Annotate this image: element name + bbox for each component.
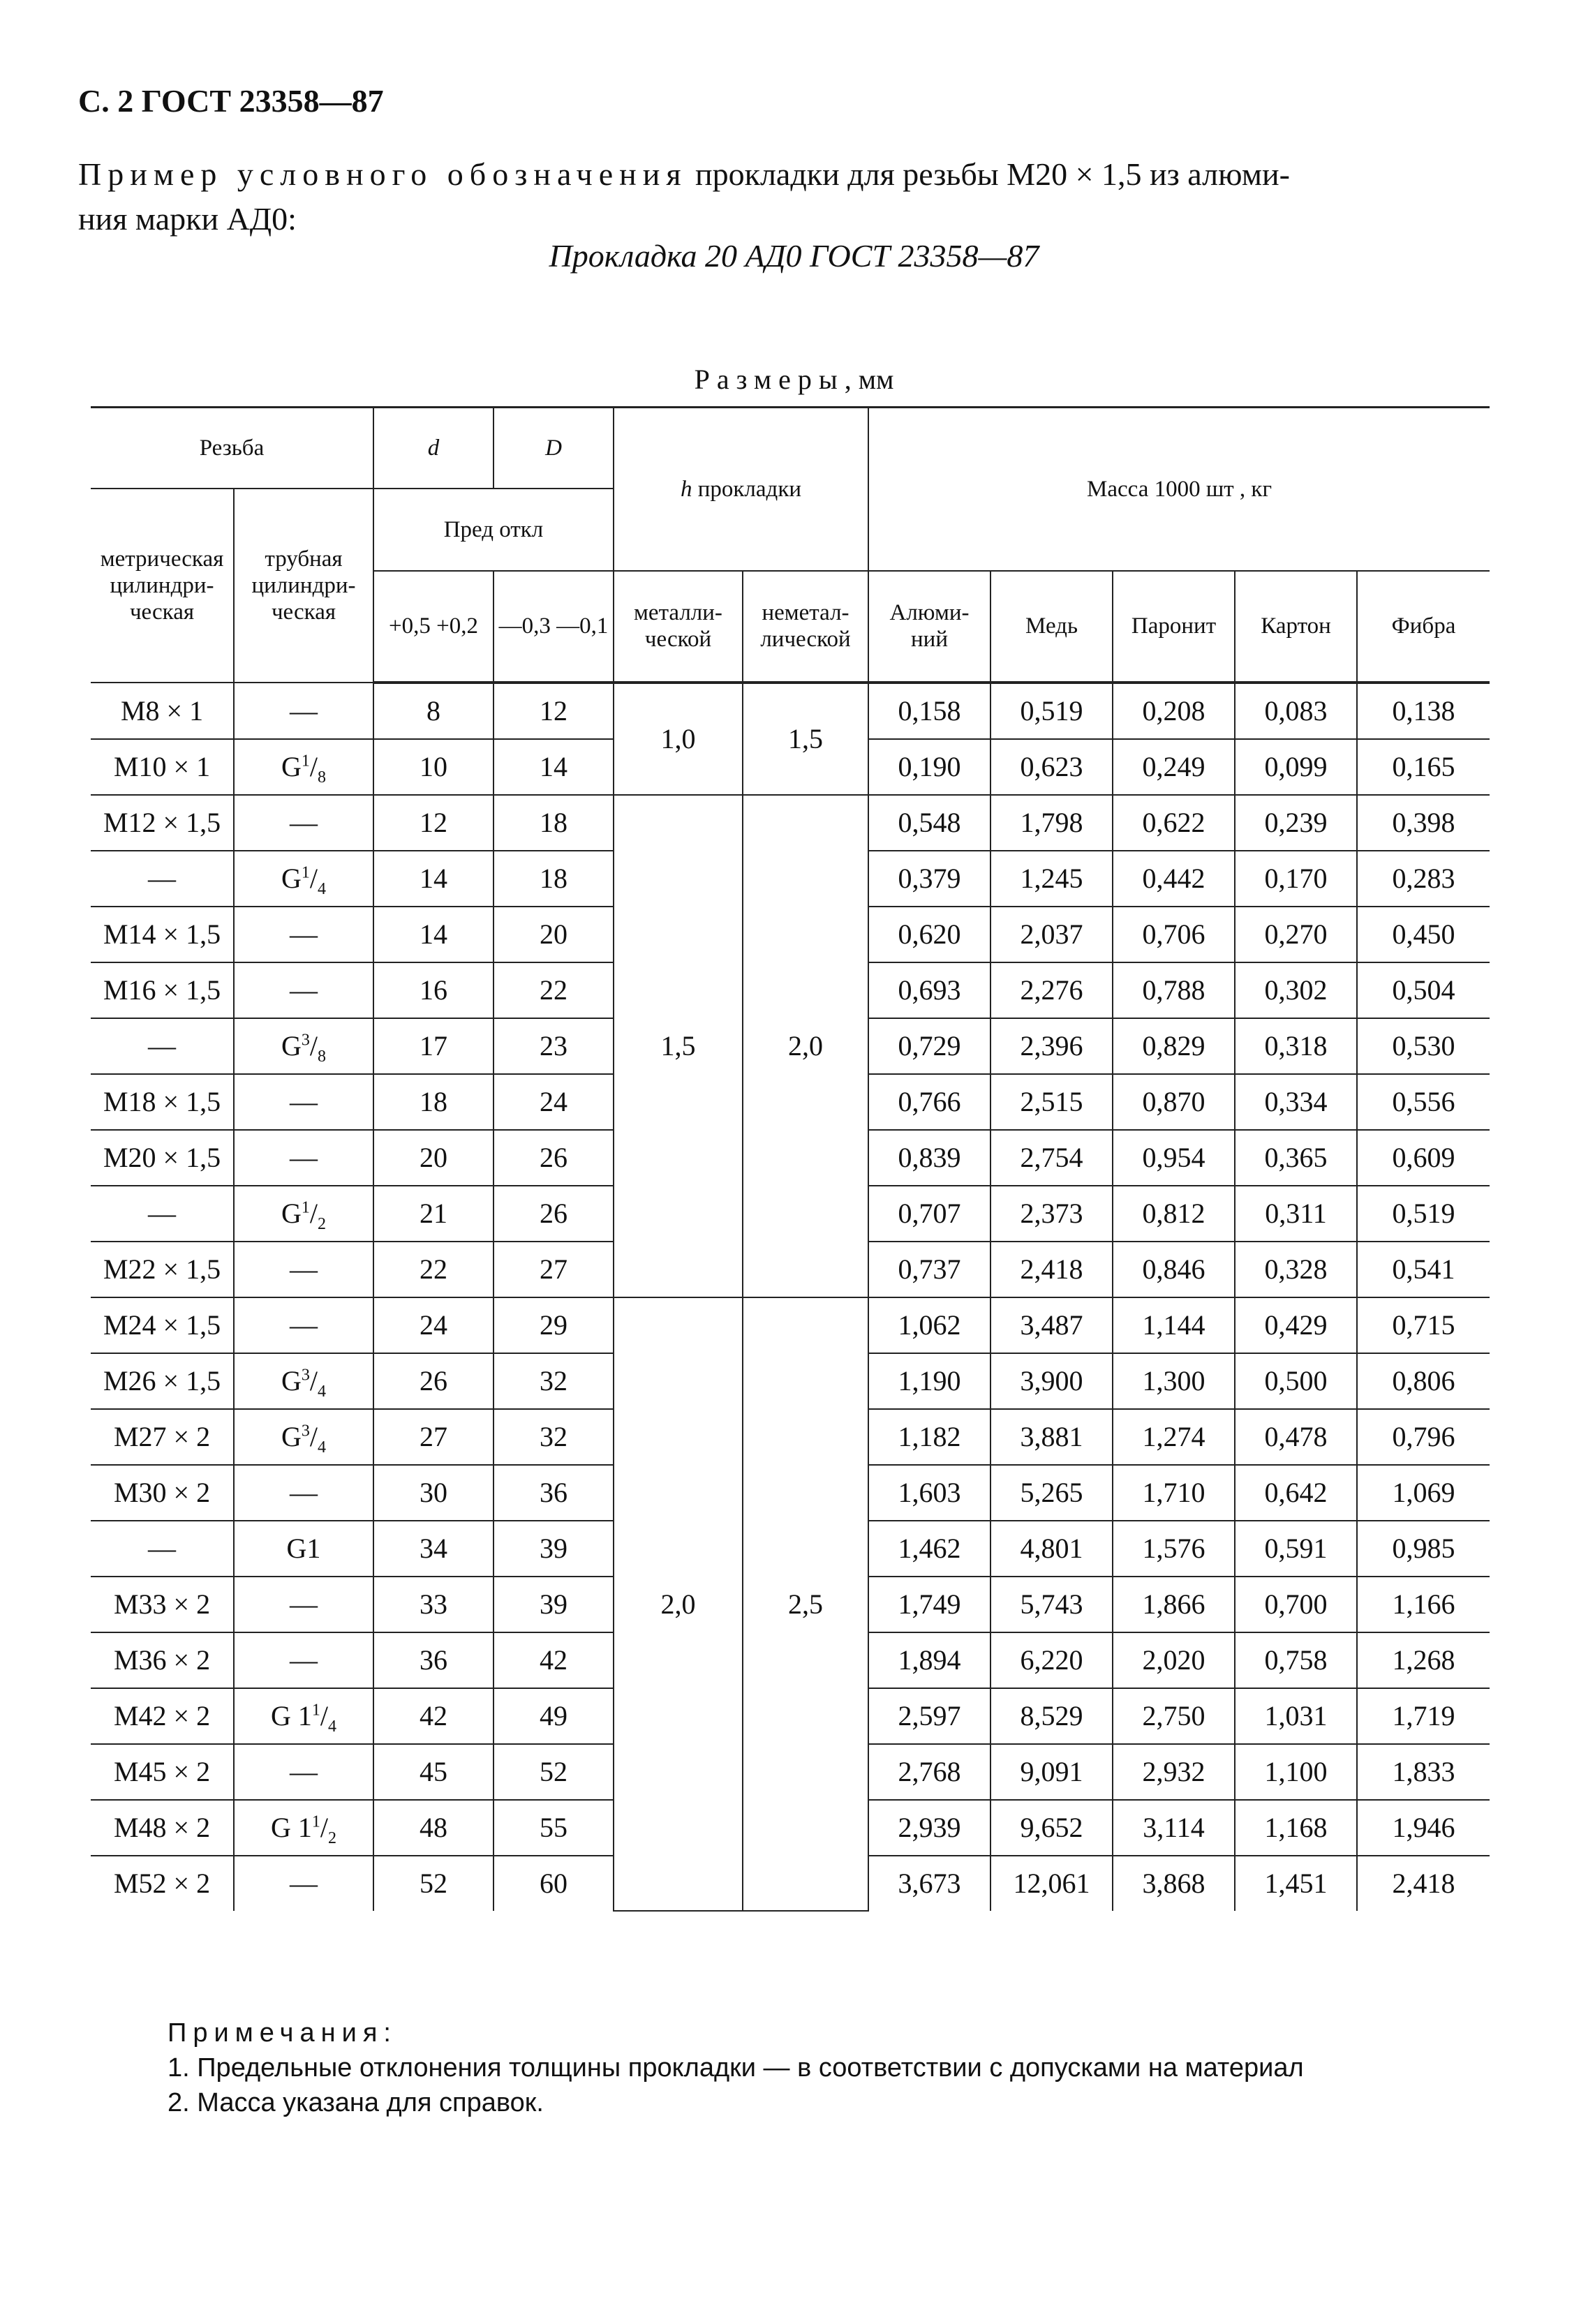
header-tol-D: —0,3 —0,1 xyxy=(494,571,614,683)
intro-text-line2: ния марки АД0: xyxy=(78,201,297,237)
cell-D: 26 xyxy=(494,1130,614,1186)
pipe-thread-denominator: 4 xyxy=(318,1383,326,1401)
page-header: С. 2 ГОСТ 23358—87 xyxy=(78,83,384,119)
cell-mass-cardboard: 0,365 xyxy=(1235,1130,1357,1186)
cell-mass-paronite: 3,868 xyxy=(1113,1856,1235,1911)
cell-D: 36 xyxy=(494,1465,614,1521)
cell-mass-paronite: 1,710 xyxy=(1113,1465,1235,1521)
cell-pipe-thread xyxy=(234,739,373,795)
notes-colon: : xyxy=(383,2018,391,2048)
cell-d: 52 xyxy=(373,1856,494,1911)
cell-mass-fibre: 0,541 xyxy=(1357,1242,1490,1297)
fraction-slash: / xyxy=(309,1365,318,1396)
pipe-thread-numerator: 1 xyxy=(311,1812,320,1831)
cell-metric-thread: M26 × 1,5 xyxy=(91,1353,234,1409)
fraction-slash: / xyxy=(309,1030,318,1062)
fraction-slash: / xyxy=(309,1198,318,1229)
cell-metric-thread: — xyxy=(91,1521,234,1577)
cell-h-nonmetal: 2,0 xyxy=(743,795,868,1297)
cell-mass-copper: 9,652 xyxy=(990,1800,1113,1856)
cell-pipe-thread: — xyxy=(234,907,373,962)
cell-mass-copper: 2,373 xyxy=(990,1186,1113,1242)
cell-mass-aluminium: 0,379 xyxy=(868,851,990,907)
cell-h-metal: 1,5 xyxy=(614,795,743,1297)
cell-pipe-thread xyxy=(234,1353,373,1409)
pipe-thread-denominator: 4 xyxy=(318,880,326,898)
cell-mass-cardboard: 0,429 xyxy=(1235,1297,1357,1353)
cell-mass-copper: 8,529 xyxy=(990,1688,1113,1744)
cell-mass-aluminium: 1,182 xyxy=(868,1409,990,1465)
cell-mass-copper: 1,798 xyxy=(990,795,1113,851)
cell-mass-paronite: 0,208 xyxy=(1113,683,1235,739)
header-cardboard: Картон xyxy=(1235,571,1357,683)
cell-mass-paronite: 1,576 xyxy=(1113,1521,1235,1577)
cell-pipe-thread: — xyxy=(234,1465,373,1521)
cell-mass-cardboard: 0,239 xyxy=(1235,795,1357,851)
cell-pipe-thread: — xyxy=(234,1577,373,1632)
header-h xyxy=(614,408,868,571)
cell-d: 17 xyxy=(373,1018,494,1074)
header-d: d xyxy=(373,408,494,489)
cell-mass-copper: 3,881 xyxy=(990,1409,1113,1465)
cell-mass-fibre: 1,833 xyxy=(1357,1744,1490,1800)
cell-mass-aluminium: 0,729 xyxy=(868,1018,990,1074)
fraction-slash: / xyxy=(320,1812,328,1843)
cell-d: 42 xyxy=(373,1688,494,1744)
cell-mass-aluminium: 1,190 xyxy=(868,1353,990,1409)
pipe-thread-base: G xyxy=(281,1365,302,1396)
cell-mass-fibre: 0,556 xyxy=(1357,1074,1490,1130)
cell-metric-thread: M48 × 2 xyxy=(91,1800,234,1856)
pipe-thread-numerator: 1 xyxy=(301,1198,310,1217)
header-h-suffix: прокладки xyxy=(692,476,802,502)
pipe-thread-denominator: 2 xyxy=(318,1215,326,1233)
cell-mass-paronite: 0,622 xyxy=(1113,795,1235,851)
cell-pipe-thread xyxy=(234,1688,373,1744)
cell-mass-aluminium: 0,158 xyxy=(868,683,990,739)
cell-mass-cardboard: 0,700 xyxy=(1235,1577,1357,1632)
gasket-dimensions-table xyxy=(91,406,1490,1912)
notes-title: Примечания xyxy=(168,2018,384,2048)
cell-mass-copper: 0,623 xyxy=(990,739,1113,795)
cell-mass-fibre: 0,138 xyxy=(1357,683,1490,739)
table-row xyxy=(91,1297,1490,1353)
example-designation: Прокладка 20 АД0 ГОСТ 23358—87 xyxy=(549,238,1039,274)
cell-mass-paronite: 1,300 xyxy=(1113,1353,1235,1409)
cell-D: 29 xyxy=(494,1297,614,1353)
cell-mass-copper: 2,754 xyxy=(990,1130,1113,1186)
header-thread: Резьба xyxy=(91,408,373,489)
cell-pipe-thread xyxy=(234,1018,373,1074)
cell-mass-copper: 5,265 xyxy=(990,1465,1113,1521)
cell-D: 18 xyxy=(494,795,614,851)
cell-mass-aluminium: 0,707 xyxy=(868,1186,990,1242)
cell-mass-copper: 6,220 xyxy=(990,1632,1113,1688)
pipe-thread-base: G xyxy=(281,1030,302,1062)
header-tolerance: Пред откл xyxy=(373,489,614,571)
pipe-thread-base: G 1 xyxy=(270,1700,312,1731)
cell-d: 48 xyxy=(373,1800,494,1856)
cell-mass-aluminium: 0,766 xyxy=(868,1074,990,1130)
pipe-thread-numerator: 3 xyxy=(301,1031,310,1050)
cell-pipe-thread xyxy=(234,1800,373,1856)
cell-D: 52 xyxy=(494,1744,614,1800)
cell-mass-copper: 4,801 xyxy=(990,1521,1113,1577)
note-item: 1. Предельные отклонения толщины прокладки — в соответствии с допусками на материал xyxy=(168,2053,1304,2083)
cell-d: 36 xyxy=(373,1632,494,1688)
cell-metric-thread: — xyxy=(91,851,234,907)
cell-metric-thread: M52 × 2 xyxy=(91,1856,234,1911)
cell-pipe-thread xyxy=(234,851,373,907)
table-row xyxy=(91,795,1490,851)
cell-mass-aluminium: 0,693 xyxy=(868,962,990,1018)
cell-d: 27 xyxy=(373,1409,494,1465)
cell-mass-copper: 9,091 xyxy=(990,1744,1113,1800)
cell-mass-cardboard: 0,099 xyxy=(1235,739,1357,795)
cell-mass-cardboard: 1,451 xyxy=(1235,1856,1357,1911)
cell-mass-aluminium: 0,548 xyxy=(868,795,990,851)
cell-mass-copper: 2,515 xyxy=(990,1074,1113,1130)
cell-mass-aluminium: 3,673 xyxy=(868,1856,990,1911)
cell-d: 10 xyxy=(373,739,494,795)
header-tol-d: +0,5 +0,2 xyxy=(373,571,494,683)
dimensions-caption-label: Размеры xyxy=(694,364,845,395)
pipe-thread-denominator: 4 xyxy=(318,1438,326,1457)
cell-D: 27 xyxy=(494,1242,614,1297)
header-pipe: трубная цилиндри-ческая xyxy=(234,489,373,683)
cell-mass-cardboard: 0,318 xyxy=(1235,1018,1357,1074)
cell-metric-thread: M22 × 1,5 xyxy=(91,1242,234,1297)
cell-h-nonmetal: 2,5 xyxy=(743,1297,868,1911)
cell-mass-aluminium: 1,749 xyxy=(868,1577,990,1632)
cell-mass-paronite: 1,144 xyxy=(1113,1297,1235,1353)
cell-d: 45 xyxy=(373,1744,494,1800)
cell-d: 30 xyxy=(373,1465,494,1521)
cell-mass-fibre: 1,268 xyxy=(1357,1632,1490,1688)
cell-mass-aluminium: 1,894 xyxy=(868,1632,990,1688)
cell-mass-fibre: 1,719 xyxy=(1357,1688,1490,1744)
pipe-thread-base: G xyxy=(281,863,302,894)
cell-pipe-thread: — xyxy=(234,1074,373,1130)
cell-mass-copper: 2,037 xyxy=(990,907,1113,962)
cell-metric-thread: M42 × 2 xyxy=(91,1688,234,1744)
cell-D: 55 xyxy=(494,1800,614,1856)
cell-mass-fibre: 0,398 xyxy=(1357,795,1490,851)
pipe-thread-base: G 1 xyxy=(270,1812,312,1843)
pipe-thread-denominator: 8 xyxy=(318,1048,326,1066)
cell-pipe-thread: — xyxy=(234,1856,373,1911)
cell-pipe-thread xyxy=(234,1409,373,1465)
pipe-thread-base: G xyxy=(281,1421,302,1452)
cell-metric-thread: — xyxy=(91,1018,234,1074)
cell-mass-cardboard: 0,270 xyxy=(1235,907,1357,962)
cell-mass-paronite: 0,812 xyxy=(1113,1186,1235,1242)
cell-mass-fibre: 0,165 xyxy=(1357,739,1490,795)
notes-heading xyxy=(168,2016,1304,2050)
cell-h-metal: 1,0 xyxy=(614,683,743,795)
cell-mass-paronite: 0,788 xyxy=(1113,962,1235,1018)
cell-mass-cardboard: 0,591 xyxy=(1235,1521,1357,1577)
fraction-slash: / xyxy=(320,1700,328,1731)
header-metal: металли-ческой xyxy=(614,571,743,683)
cell-mass-cardboard: 0,311 xyxy=(1235,1186,1357,1242)
cell-metric-thread: M33 × 2 xyxy=(91,1577,234,1632)
cell-mass-fibre: 0,530 xyxy=(1357,1018,1490,1074)
cell-d: 14 xyxy=(373,907,494,962)
intro-spaced-lead: Пример условного обозначения xyxy=(78,156,688,192)
cell-D: 23 xyxy=(494,1018,614,1074)
cell-metric-thread: M8 × 1 xyxy=(91,683,234,739)
header-paronite: Паронит xyxy=(1113,571,1235,683)
cell-mass-copper: 2,418 xyxy=(990,1242,1113,1297)
cell-mass-copper: 1,245 xyxy=(990,851,1113,907)
cell-metric-thread: M20 × 1,5 xyxy=(91,1130,234,1186)
pipe-thread-base: G xyxy=(281,1198,302,1229)
pipe-thread-numerator: 1 xyxy=(301,863,310,882)
pipe-thread-denominator: 4 xyxy=(328,1718,336,1736)
cell-pipe-thread: — xyxy=(234,1744,373,1800)
cell-mass-fibre: 0,504 xyxy=(1357,962,1490,1018)
cell-metric-thread: M24 × 1,5 xyxy=(91,1297,234,1353)
cell-mass-paronite: 0,442 xyxy=(1113,851,1235,907)
cell-D: 39 xyxy=(494,1521,614,1577)
cell-mass-aluminium: 0,620 xyxy=(868,907,990,962)
cell-mass-paronite: 1,866 xyxy=(1113,1577,1235,1632)
cell-D: 39 xyxy=(494,1577,614,1632)
cell-mass-paronite: 2,020 xyxy=(1113,1632,1235,1688)
header-D: D xyxy=(494,408,614,489)
header-mass: Масса 1000 шт , кг xyxy=(868,408,1490,571)
cell-mass-paronite: 3,114 xyxy=(1113,1800,1235,1856)
cell-D: 12 xyxy=(494,683,614,739)
table-body xyxy=(91,683,1490,1911)
cell-d: 16 xyxy=(373,962,494,1018)
cell-d: 33 xyxy=(373,1577,494,1632)
cell-D: 22 xyxy=(494,962,614,1018)
cell-mass-cardboard: 0,328 xyxy=(1235,1242,1357,1297)
cell-D: 42 xyxy=(494,1632,614,1688)
cell-D: 24 xyxy=(494,1074,614,1130)
cell-mass-fibre: 1,069 xyxy=(1357,1465,1490,1521)
cell-metric-thread: M45 × 2 xyxy=(91,1744,234,1800)
intro-text-line1: прокладки для резьбы M20 × 1,5 из алюми- xyxy=(687,156,1290,192)
cell-mass-aluminium: 2,939 xyxy=(868,1800,990,1856)
cell-mass-copper: 0,519 xyxy=(990,683,1113,739)
cell-pipe-thread: — xyxy=(234,795,373,851)
cell-mass-cardboard: 0,500 xyxy=(1235,1353,1357,1409)
cell-mass-cardboard: 0,334 xyxy=(1235,1074,1357,1130)
cell-mass-paronite: 0,706 xyxy=(1113,907,1235,962)
cell-mass-copper: 2,396 xyxy=(990,1018,1113,1074)
pipe-thread-denominator: 2 xyxy=(328,1829,336,1847)
cell-D: 18 xyxy=(494,851,614,907)
cell-mass-paronite: 0,870 xyxy=(1113,1074,1235,1130)
cell-mass-cardboard: 1,100 xyxy=(1235,1744,1357,1800)
dimensions-caption xyxy=(0,363,1588,396)
cell-mass-fibre: 1,946 xyxy=(1357,1800,1490,1856)
header-metric: метрическая цилиндри-ческая xyxy=(91,489,234,683)
cell-metric-thread: M30 × 2 xyxy=(91,1465,234,1521)
dimensions-caption-unit: , мм xyxy=(844,364,894,395)
cell-metric-thread: M18 × 1,5 xyxy=(91,1074,234,1130)
cell-mass-fibre: 0,796 xyxy=(1357,1409,1490,1465)
cell-D: 20 xyxy=(494,907,614,962)
cell-pipe-thread xyxy=(234,1186,373,1242)
pipe-thread-numerator: 1 xyxy=(301,752,310,770)
header-copper: Медь xyxy=(990,571,1113,683)
cell-d: 14 xyxy=(373,851,494,907)
cell-d: 22 xyxy=(373,1242,494,1297)
cell-d: 34 xyxy=(373,1521,494,1577)
cell-mass-cardboard: 0,302 xyxy=(1235,962,1357,1018)
cell-d: 26 xyxy=(373,1353,494,1409)
cell-mass-fibre: 0,985 xyxy=(1357,1521,1490,1577)
cell-mass-fibre: 0,450 xyxy=(1357,907,1490,962)
header-aluminium: Алюми-ний xyxy=(868,571,990,683)
cell-mass-aluminium: 0,737 xyxy=(868,1242,990,1297)
cell-mass-copper: 3,900 xyxy=(990,1353,1113,1409)
cell-mass-cardboard: 1,031 xyxy=(1235,1688,1357,1744)
cell-mass-paronite: 2,932 xyxy=(1113,1744,1235,1800)
cell-d: 21 xyxy=(373,1186,494,1242)
cell-D: 49 xyxy=(494,1688,614,1744)
cell-pipe-thread: — xyxy=(234,1242,373,1297)
cell-mass-aluminium: 1,603 xyxy=(868,1465,990,1521)
pipe-thread-base: G xyxy=(281,751,302,782)
cell-d: 18 xyxy=(373,1074,494,1130)
cell-mass-cardboard: 0,478 xyxy=(1235,1409,1357,1465)
fraction-slash: / xyxy=(309,751,318,782)
fraction-slash: / xyxy=(309,1421,318,1452)
cell-mass-paronite: 0,829 xyxy=(1113,1018,1235,1074)
cell-mass-copper: 12,061 xyxy=(990,1856,1113,1911)
cell-mass-aluminium: 1,462 xyxy=(868,1521,990,1577)
cell-metric-thread: M14 × 1,5 xyxy=(91,907,234,962)
cell-h-metal: 2,0 xyxy=(614,1297,743,1911)
pipe-thread-numerator: 3 xyxy=(301,1366,310,1385)
cell-pipe-thread: — xyxy=(234,1632,373,1688)
pipe-thread-numerator: 1 xyxy=(311,1701,320,1720)
pipe-thread-numerator: 3 xyxy=(301,1422,310,1440)
cell-mass-paronite: 1,274 xyxy=(1113,1409,1235,1465)
header-h-symbol: h xyxy=(680,476,692,502)
cell-mass-paronite: 0,846 xyxy=(1113,1242,1235,1297)
cell-d: 24 xyxy=(373,1297,494,1353)
cell-mass-cardboard: 1,168 xyxy=(1235,1800,1357,1856)
cell-mass-cardboard: 0,170 xyxy=(1235,851,1357,907)
cell-mass-cardboard: 0,642 xyxy=(1235,1465,1357,1521)
cell-mass-copper: 3,487 xyxy=(990,1297,1113,1353)
cell-mass-paronite: 0,249 xyxy=(1113,739,1235,795)
cell-pipe-thread: — xyxy=(234,683,373,739)
cell-mass-cardboard: 0,083 xyxy=(1235,683,1357,739)
intro-paragraph xyxy=(78,152,1488,241)
cell-mass-fibre: 1,166 xyxy=(1357,1577,1490,1632)
notes-section xyxy=(168,2016,1304,2120)
cell-metric-thread: — xyxy=(91,1186,234,1242)
cell-D: 14 xyxy=(494,739,614,795)
cell-D: 60 xyxy=(494,1856,614,1911)
cell-pipe-thread: — xyxy=(234,1297,373,1353)
table-row xyxy=(91,683,1490,739)
cell-metric-thread: M16 × 1,5 xyxy=(91,962,234,1018)
cell-mass-aluminium: 2,768 xyxy=(868,1744,990,1800)
cell-D: 26 xyxy=(494,1186,614,1242)
cell-mass-aluminium: 1,062 xyxy=(868,1297,990,1353)
cell-h-nonmetal: 1,5 xyxy=(743,683,868,795)
header-nonmetal: неметал-лической xyxy=(743,571,868,683)
cell-mass-aluminium: 0,190 xyxy=(868,739,990,795)
cell-d: 20 xyxy=(373,1130,494,1186)
cell-d: 8 xyxy=(373,683,494,739)
cell-pipe-thread: G1 xyxy=(234,1521,373,1577)
cell-metric-thread: M36 × 2 xyxy=(91,1632,234,1688)
cell-mass-copper: 2,276 xyxy=(990,962,1113,1018)
cell-metric-thread: M12 × 1,5 xyxy=(91,795,234,851)
cell-mass-fibre: 0,283 xyxy=(1357,851,1490,907)
cell-pipe-thread: — xyxy=(234,962,373,1018)
cell-mass-aluminium: 0,839 xyxy=(868,1130,990,1186)
pipe-thread-denominator: 8 xyxy=(318,768,326,787)
cell-mass-paronite: 2,750 xyxy=(1113,1688,1235,1744)
cell-mass-fibre: 0,519 xyxy=(1357,1186,1490,1242)
cell-D: 32 xyxy=(494,1409,614,1465)
cell-mass-fibre: 2,418 xyxy=(1357,1856,1490,1911)
cell-mass-aluminium: 2,597 xyxy=(868,1688,990,1744)
cell-D: 32 xyxy=(494,1353,614,1409)
fraction-slash: / xyxy=(309,863,318,894)
header-fibre: Фибра xyxy=(1357,571,1490,683)
cell-mass-cardboard: 0,758 xyxy=(1235,1632,1357,1688)
cell-mass-copper: 5,743 xyxy=(990,1577,1113,1632)
cell-metric-thread: M27 × 2 xyxy=(91,1409,234,1465)
cell-metric-thread: M10 × 1 xyxy=(91,739,234,795)
cell-mass-fibre: 0,715 xyxy=(1357,1297,1490,1353)
cell-d: 12 xyxy=(373,795,494,851)
cell-mass-fibre: 0,609 xyxy=(1357,1130,1490,1186)
cell-mass-paronite: 0,954 xyxy=(1113,1130,1235,1186)
cell-pipe-thread: — xyxy=(234,1130,373,1186)
note-item: 2. Масса указана для справок. xyxy=(168,2088,544,2117)
cell-mass-fibre: 0,806 xyxy=(1357,1353,1490,1409)
